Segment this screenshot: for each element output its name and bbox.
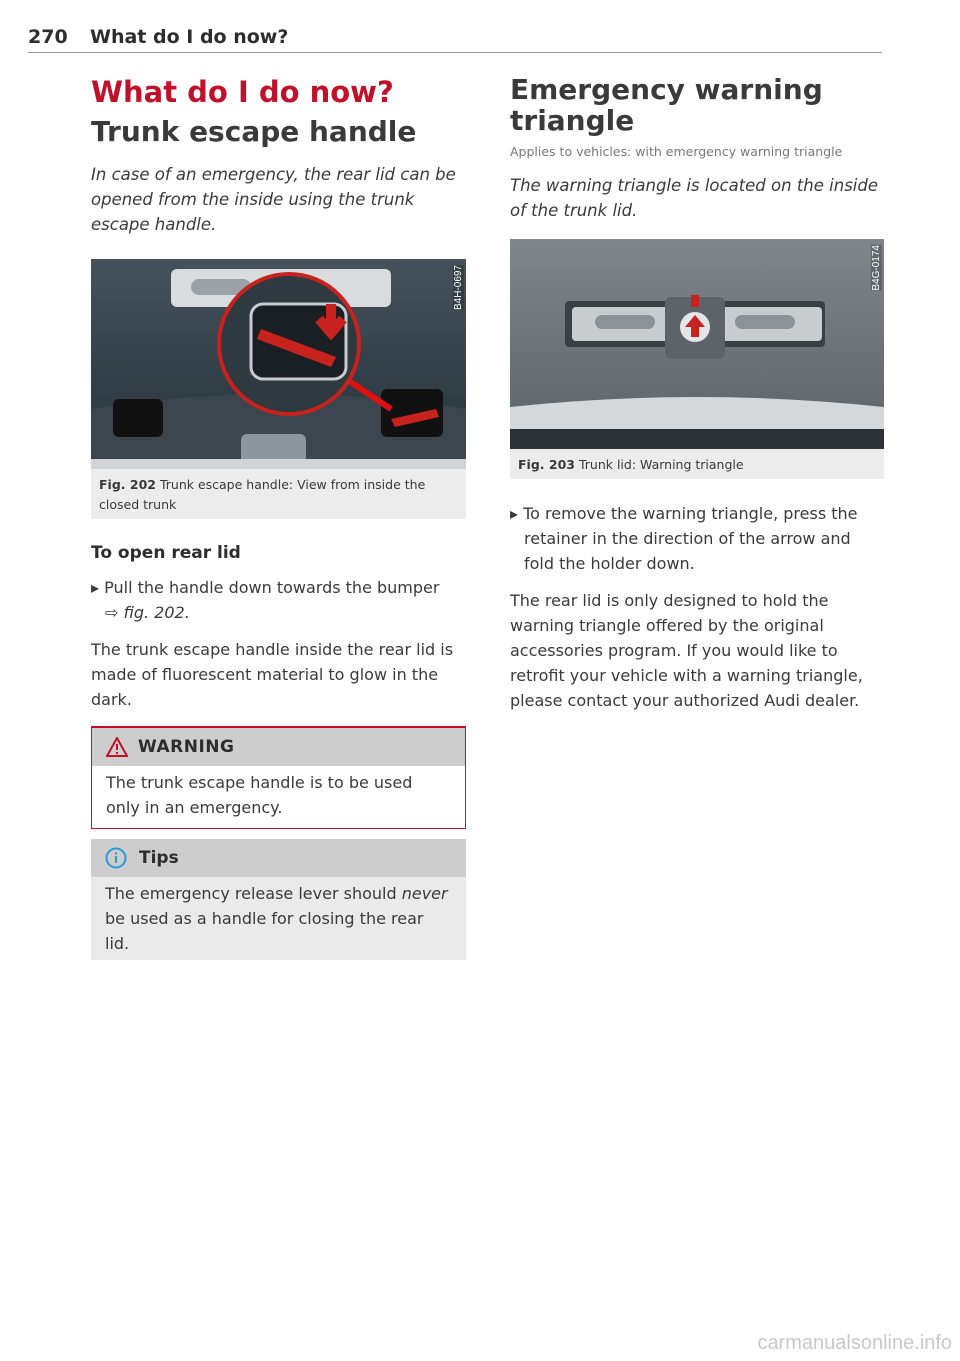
warning-title: WARNING: [138, 737, 235, 757]
trunk-lid-illustration: [510, 239, 884, 449]
applies-to: Applies to vehicles: with emergency warning triangle: [510, 144, 843, 159]
warning-box: [91, 726, 466, 829]
figure-label: Fig. 203: [518, 457, 575, 472]
tips-text: The emergency release lever should never be used as a handle for closing the rear lid.: [105, 884, 448, 953]
tips-title: Tips: [139, 848, 179, 868]
retrofit-note: The rear lid is only designed to hold the warning triangle offered by the original accessories program. If you would like to retrofit your vehicle with a warning triangle, please contact your authorized Audi dealer.: [510, 591, 863, 710]
figure-caption-text: Trunk escape handle: View from inside the closed trunk: [99, 477, 426, 512]
figure-reference-link[interactable]: ⇨ fig. 202.: [105, 603, 190, 622]
figure-202: [91, 259, 466, 519]
figure-203: [510, 239, 884, 479]
page-number: 270: [28, 26, 68, 48]
page-header: [28, 22, 882, 53]
running-title: What do I do now?: [90, 26, 289, 48]
figure-caption: [510, 449, 884, 479]
open-rear-lid-step: ▸ Pull the handle down towards the bumper ⇨ fig. 202.: [91, 578, 440, 622]
trunk-escape-heading: Trunk escape handle: [91, 115, 417, 148]
warning-triangle-heading: Emergency warning triangle: [510, 73, 823, 137]
warning-triangle-icon: [106, 737, 128, 757]
trunk-escape-intro: In case of an emergency, the rear lid can be opened from the inside using the trunk escape handle.: [91, 165, 456, 234]
figure-label: Fig. 202: [99, 477, 156, 492]
warning-triangle-intro: The warning triangle is located on the inside of the trunk lid.: [510, 176, 878, 220]
tips-header: [91, 839, 466, 877]
figure-code: B4H-0697: [453, 265, 464, 311]
fluorescent-note: The trunk escape handle inside the rear lid is made of fluorescent material to glow in the dark.: [91, 640, 454, 709]
info-icon: [105, 847, 127, 869]
trunk-interior-illustration: [91, 259, 466, 469]
section-title: What do I do now?: [91, 75, 394, 109]
watermark: carmanualsonline.info: [757, 1332, 952, 1354]
right-column: [510, 72, 884, 725]
tips-box: [91, 839, 466, 960]
left-column: [91, 72, 466, 960]
figure-caption-text: Trunk lid: Warning triangle: [578, 457, 744, 472]
figure-code: B4G-0174: [871, 245, 882, 291]
open-rear-lid-heading: To open rear lid: [91, 543, 241, 563]
warning-triangle-image: [510, 239, 884, 449]
warning-header: [92, 728, 465, 766]
trunk-escape-handle-image: [91, 259, 466, 469]
warning-text: The trunk escape handle is to be used only in an emergency.: [106, 773, 413, 817]
remove-triangle-step: ▸ To remove the warning triangle, press the retainer in the direction of the arrow and fold the holder down.: [510, 504, 858, 573]
figure-caption: [91, 469, 466, 519]
